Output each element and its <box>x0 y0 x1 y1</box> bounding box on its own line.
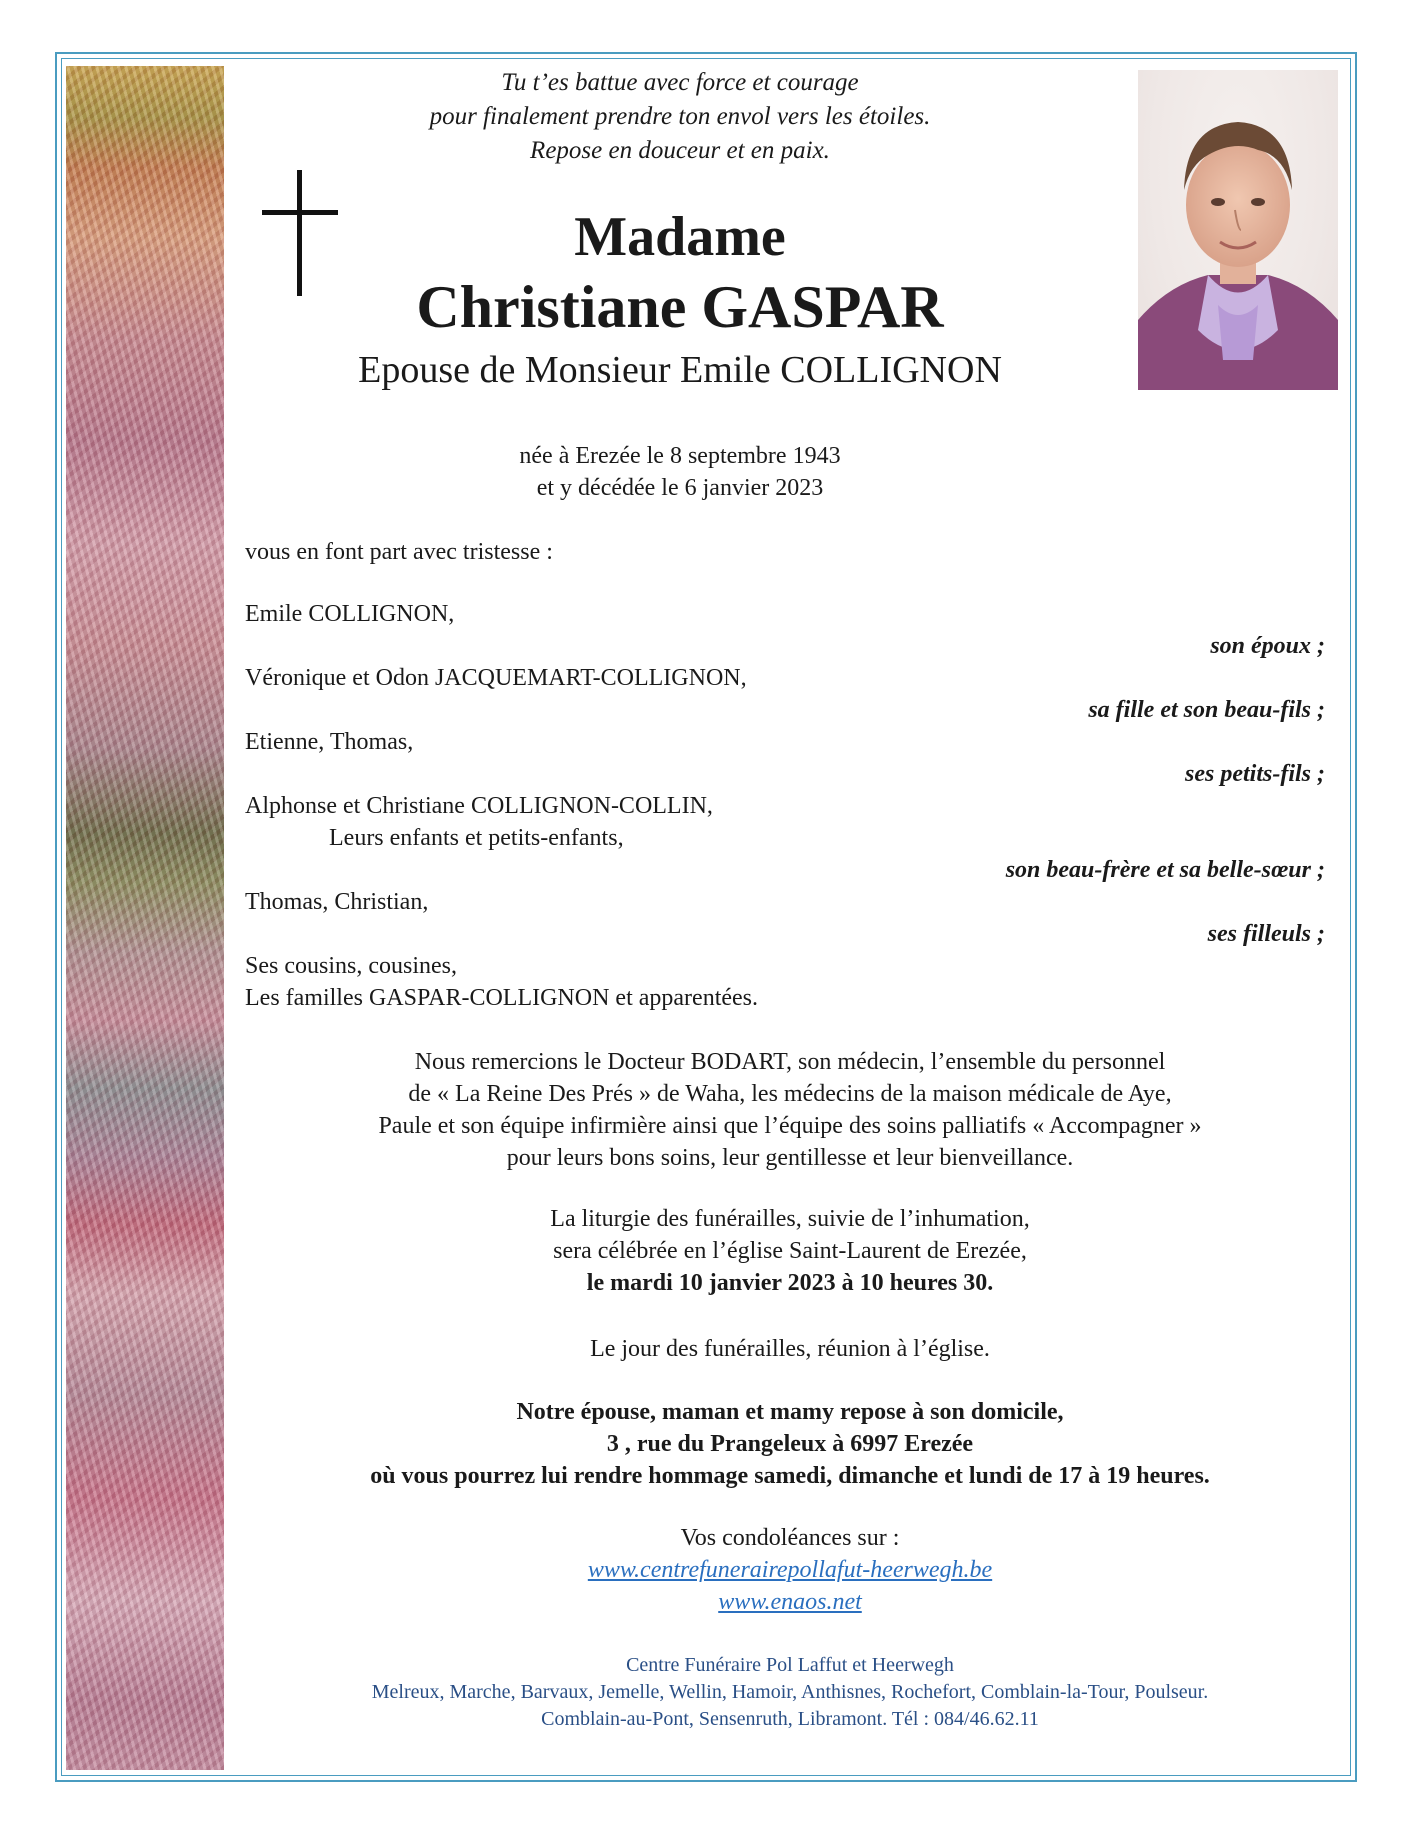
title-block <box>230 205 1130 395</box>
poem-line: Repose en douceur et en paix. <box>530 137 830 164</box>
family-relation: son époux ; <box>1210 633 1325 659</box>
poem-line: pour finalement prendre ton envol vers les étoiles. <box>429 103 931 130</box>
family-relation: ses petits-fils ; <box>1185 761 1325 787</box>
others-line: Ses cousins, cousines, <box>245 953 457 979</box>
liturgy-paragraph <box>230 1203 1350 1299</box>
family-relation: son beau-frère et sa belle-sœur ; <box>1005 857 1325 883</box>
thanks-paragraph <box>230 1046 1350 1174</box>
thanks-line: Nous remercions le Docteur BODART, son médecin, l’ensemble du personnel <box>414 1049 1166 1075</box>
funeral-home-link[interactable]: www.centrefunerairepollafut-heerwegh.be <box>587 1557 993 1583</box>
family-entry <box>245 726 1325 790</box>
portrait-illustration <box>1138 70 1338 390</box>
family-relation: ses filleuls ; <box>1207 921 1325 947</box>
family-entry <box>245 790 1325 886</box>
poem <box>230 66 1130 168</box>
family-sub: Leurs enfants et petits-enfants, <box>329 825 624 851</box>
deceased-honorific: Madame <box>574 206 786 268</box>
condolences-label: Vos condoléances sur : <box>680 1525 900 1551</box>
family-names: Emile COLLIGNON, <box>245 601 455 627</box>
birth-line: née à Erezée le 8 septembre 1943 <box>519 443 841 469</box>
family-list <box>245 598 1325 1014</box>
family-names: Véronique et Odon JACQUEMART-COLLIGNON, <box>245 665 747 691</box>
reunion-text: Le jour des funérailles, réunion à l’église. <box>590 1336 990 1362</box>
footer <box>230 1652 1350 1733</box>
enaos-link[interactable]: www.enaos.net <box>718 1589 862 1615</box>
portrait-photo <box>1138 70 1338 390</box>
family-relation: sa fille et son beau-fils ; <box>1088 697 1325 723</box>
thanks-line: de « La Reine Des Prés » de Waha, les médecins de la maison médicale de Aye, <box>408 1081 1172 1107</box>
family-entry <box>245 598 1325 662</box>
domicile-line: Notre épouse, maman et mamy repose à son domicile, <box>516 1399 1064 1425</box>
footer-locations: Melreux, Marche, Barvaux, Jemelle, Wellin, Hamoir, Anthisnes, Rochefort, Comblain-la-Tour, Poulseur. <box>371 1681 1209 1703</box>
family-names: Alphonse et Christiane COLLIGNON-COLLIN, <box>245 793 713 819</box>
intro-text: vous en font part avec tristesse : <box>245 539 553 565</box>
poem-line: Tu t’es battue avec force et courage <box>501 69 859 96</box>
family-names: Thomas, Christian, <box>245 889 429 915</box>
death-line: et y décédée le 6 janvier 2023 <box>536 475 824 501</box>
thanks-line: pour leurs bons soins, leur gentillesse et leur bienveillance. <box>506 1145 1074 1171</box>
birth-death-dates <box>230 440 1130 504</box>
domicile-paragraph <box>230 1396 1350 1492</box>
liturgy-line: sera célébrée en l’église Saint-Laurent de Erezée, <box>553 1238 1027 1264</box>
domicile-address: 3 , rue du Prangeleux à 6997 Erezée <box>606 1431 974 1457</box>
thanks-line: Paule et son équipe infirmière ainsi que l’équipe des soins palliatifs « Accompagner » <box>378 1113 1202 1139</box>
decorative-flower-strip <box>66 66 224 1770</box>
footer-contact: Comblain-au-Pont, Sensenruth, Libramont. Tél : 084/46.62.11 <box>541 1708 1039 1730</box>
liturgy-date: le mardi 10 janvier 2023 à 10 heures 30. <box>586 1270 994 1296</box>
family-entry <box>245 662 1325 726</box>
condolences <box>230 1522 1350 1618</box>
deceased-name: Christiane GASPAR <box>416 274 944 340</box>
family-names: Etienne, Thomas, <box>245 729 414 755</box>
liturgy-line: La liturgie des funérailles, suivie de l’inhumation, <box>550 1206 1030 1232</box>
domicile-hours: où vous pourrez lui rendre hommage samedi, dimanche et lundi de 17 à 19 heures. <box>370 1463 1210 1489</box>
spouse-line: Epouse de Monsieur Emile COLLIGNON <box>358 349 1002 391</box>
footer-company: Centre Funéraire Pol Laffut et Heerwegh <box>626 1654 954 1676</box>
others-line: Les familles GASPAR-COLLIGNON et apparentées. <box>245 985 759 1011</box>
family-entry <box>245 886 1325 950</box>
